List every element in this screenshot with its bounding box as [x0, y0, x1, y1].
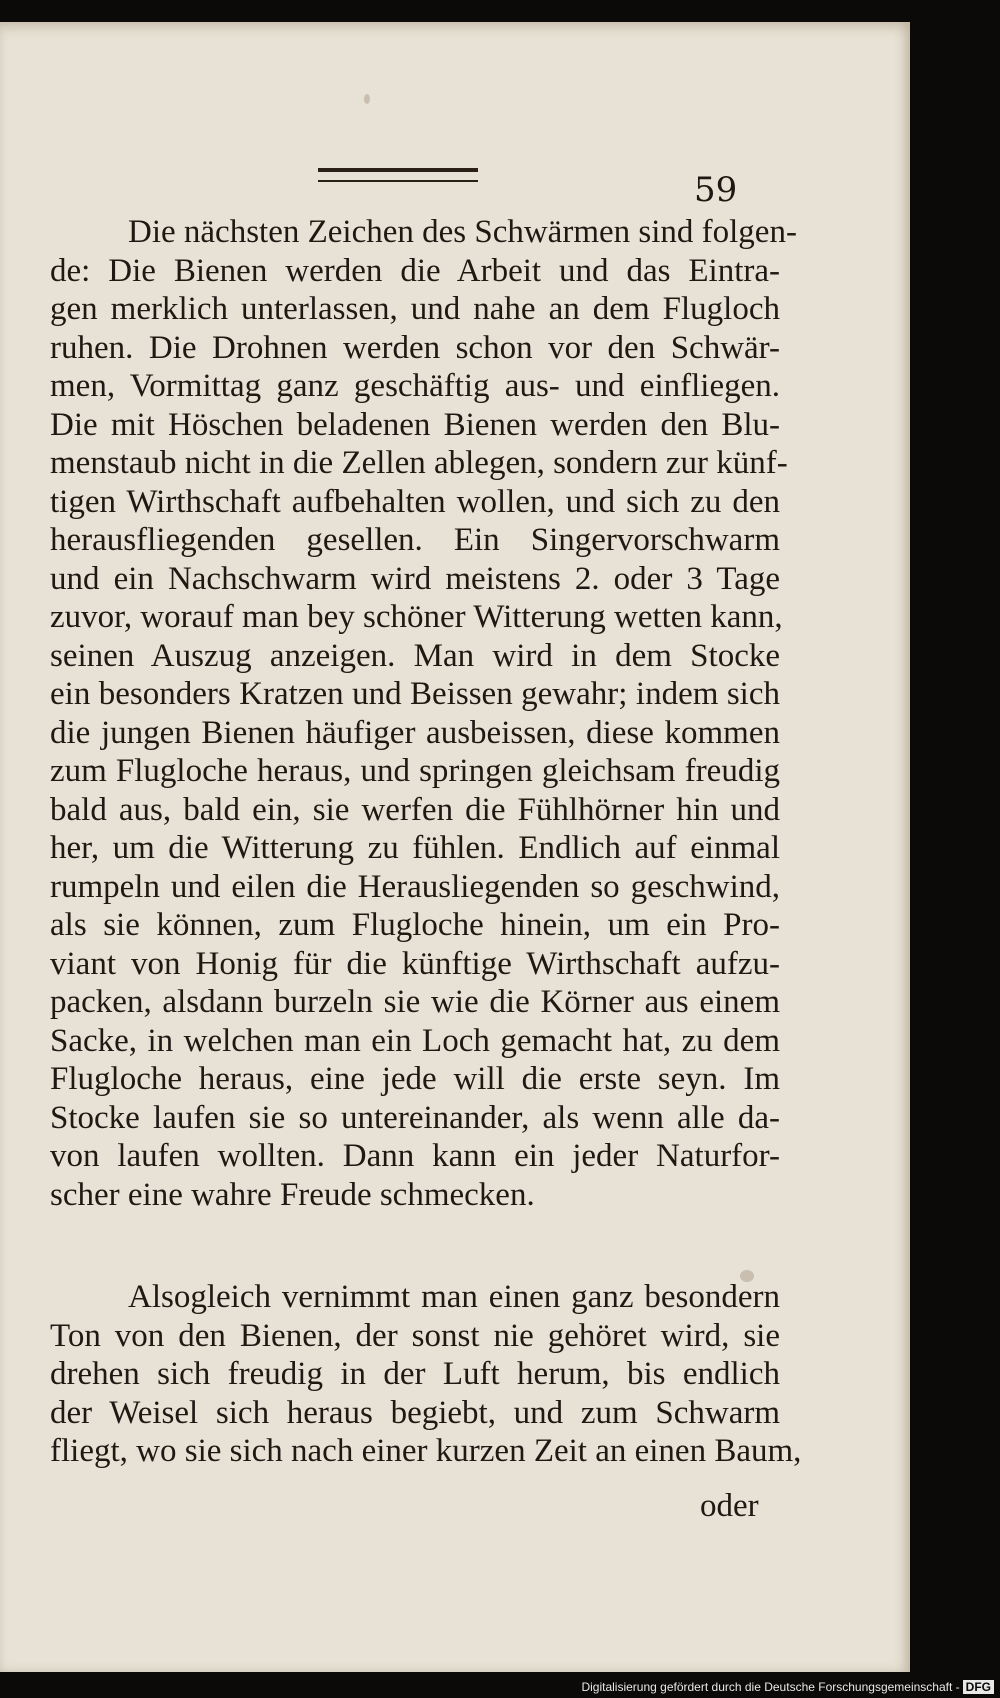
text-line: her, um die Witterung zu fühlen. Endlich auf einmal: [50, 830, 780, 866]
text-line: Stocke laufen sie so untereinander, als wenn alle da-: [50, 1099, 780, 1136]
footer-credit: [581, 1680, 994, 1694]
text-line: die jungen Bienen häufiger ausbeissen, diese kommen: [50, 714, 780, 751]
page-number: 59: [694, 170, 738, 210]
footer-text: Digitalisierung gefördert durch die Deutsche Forschungsgemeinschaft -: [581, 1680, 960, 1694]
text-line: und ein Nachschwarm wird meistens 2. oder 3 Tage: [50, 560, 780, 597]
text-line: zuvor, worauf man bey schöner Witterung wetten kann,: [50, 599, 783, 635]
text-line: drehen sich freudig in der Luft herum, bis endlich: [50, 1356, 780, 1392]
text-line: Sacke, in welchen man ein Loch gemacht hat, zu dem: [50, 1022, 780, 1059]
text-line: gen merklich unterlassen, und nahe an dem Flugloch: [50, 291, 780, 327]
dfg-logo: DFG: [963, 1680, 994, 1694]
text-line: packen, alsdann burzeln sie wie die Körner aus einem: [50, 984, 780, 1020]
text-line: tigen Wirthschaft aufbehalten wollen, und sich zu den: [50, 483, 780, 520]
text-line: Die mit Höschen beladenen Bienen werden den Blu-: [50, 406, 780, 443]
text-line: fliegt, wo sie sich nach einer kurzen Zeit an einen Baum,: [50, 1433, 802, 1469]
paragraph-2: [50, 1278, 802, 1471]
text-line: herausfliegenden gesellen. Ein Singervorschwarm: [50, 522, 780, 558]
text-line: der Weisel sich heraus begiebt, und zum Schwarm: [50, 1394, 780, 1431]
text-line: Alsogleich vernimmt man einen ganz besondern: [128, 1279, 780, 1315]
text-line: Ton von den Bienen, der sonst nie gehöret wird, sie: [50, 1317, 780, 1354]
text-line: ruhen. Die Drohnen werden schon vor den Schwär-: [50, 329, 780, 366]
ink-spot: [364, 94, 370, 104]
text-line: viant von Honig für die künftige Wirthschaft aufzu-: [50, 945, 780, 982]
text-line: men, Vormittag ganz geschäftig aus- und einfliegen.: [50, 368, 780, 404]
text-line: menstaub nicht in die Zellen ablegen, sondern zur künf-: [50, 445, 788, 481]
paragraph-1: [50, 213, 797, 1214]
text-line: rumpeln und eilen die Herausliegenden so geschwind,: [50, 868, 780, 905]
text-line: bald aus, bald ein, sie werfen die Fühlhörner hin und: [50, 791, 780, 828]
header-rule: [318, 168, 478, 176]
text-line: Flugloche heraus, eine jede will die erste seyn. Im: [50, 1061, 780, 1097]
text-line: seinen Auszug anzeigen. Man wird in dem Stocke: [50, 637, 780, 674]
text-line: als sie können, zum Flugloche hinein, um ein Pro-: [50, 907, 780, 943]
text-line: von laufen wollten. Dann kann ein jeder Naturfor-: [50, 1138, 780, 1174]
text-line: de: Die Bienen werden die Arbeit und das Eintra-: [50, 252, 780, 289]
book-page: [0, 22, 910, 1672]
catchword: oder: [700, 1488, 759, 1524]
text-line: scher eine wahre Freude schmecken.: [50, 1176, 535, 1213]
text-line: Die nächsten Zeichen des Schwärmen sind folgen-: [128, 214, 797, 250]
text-line: ein besonders Kratzen und Beissen gewahr; indem sich: [50, 676, 780, 712]
text-line: zum Flugloche heraus, und springen gleichsam freudig: [50, 753, 780, 789]
